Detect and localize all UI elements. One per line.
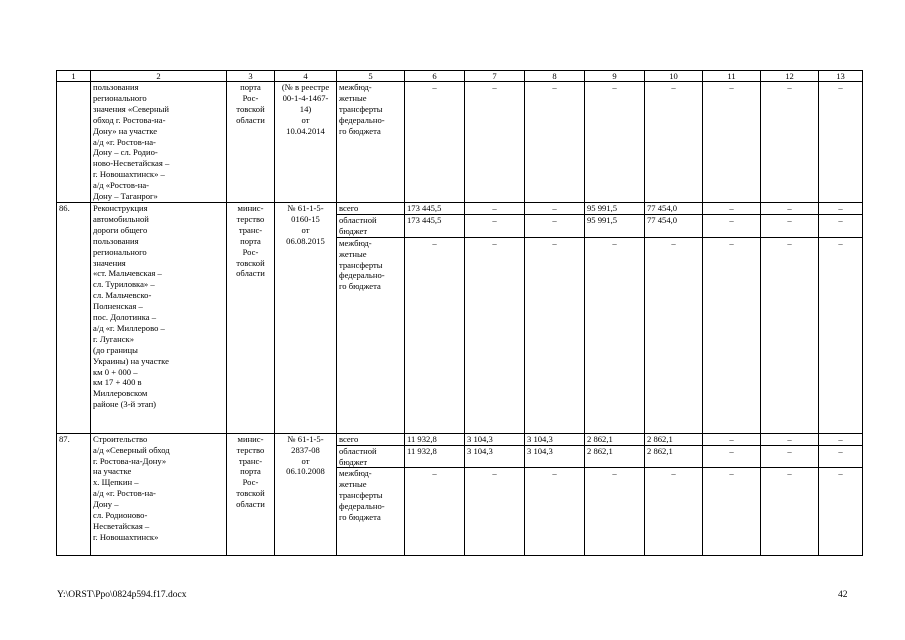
row-number-cell — [57, 82, 91, 203]
page-number: 42 — [838, 590, 848, 600]
value-cell: 77 454,0 — [645, 202, 703, 214]
ministry-cell: минис- терство транс- порта Рос- товской области — [227, 202, 275, 433]
col-header: 12 — [761, 71, 819, 82]
col-header: 1 — [57, 71, 91, 82]
object-name-cell: пользования регионального значения «Северный обход г. Ростова-на- Дону» на участке а/д «г. Ростов-на- Дону – сл. Родио- ново-Несветайская – г. Новошахтинск» – а/д «Ростов-на- Дону – Таганрог» — [91, 82, 227, 203]
investment-table — [56, 70, 863, 556]
value-cell: 77 454,0 — [645, 214, 703, 237]
col-header: 10 — [645, 71, 703, 82]
value-cell: – — [703, 237, 761, 433]
col-header: 6 — [405, 71, 465, 82]
registry-cell: (№ в реестре 00-1-4-1467- 14) от 10.04.2014 — [275, 82, 337, 203]
value-cell: – — [525, 82, 585, 203]
funding-source-cell: всего — [337, 433, 405, 445]
value-cell: – — [525, 202, 585, 214]
table-row-86-total — [57, 202, 863, 214]
value-cell: – — [405, 468, 465, 556]
value-cell: – — [645, 468, 703, 556]
column-number-header — [57, 71, 863, 82]
value-cell: – — [703, 468, 761, 556]
value-cell: – — [703, 202, 761, 214]
col-header: 11 — [703, 71, 761, 82]
value-cell: – — [703, 214, 761, 237]
value-cell: – — [465, 468, 525, 556]
registry-cell: № 61-1-5- 0160-15 от 06.08.2015 — [275, 202, 337, 433]
value-cell: 3 104,3 — [525, 445, 585, 468]
value-cell: – — [819, 445, 863, 468]
col-header: 2 — [91, 71, 227, 82]
funding-source-cell: межбюд- жетные трансферты федерально- го бюджета — [337, 82, 405, 203]
value-cell: – — [525, 237, 585, 433]
value-cell: – — [465, 237, 525, 433]
value-cell: 3 104,3 — [465, 445, 525, 468]
document-path: Y:\ORST\Ppo\0824p594.f17.docx — [57, 590, 187, 600]
col-header: 4 — [275, 71, 337, 82]
value-cell: – — [525, 214, 585, 237]
value-cell: – — [819, 433, 863, 445]
value-cell: – — [465, 82, 525, 203]
value-cell: – — [525, 468, 585, 556]
value-cell: 11 932,8 — [405, 433, 465, 445]
value-cell: 3 104,3 — [465, 433, 525, 445]
value-cell: – — [819, 237, 863, 433]
object-name-cell: Реконструкция автомобильной дороги общего пользования регионального значения «ст. Мальчевская – сл. Туриловка» – сл. Мальчевско- Полненская – пос. Долотинка – а/д «г. Миллерово – г. Луганск» (до границы Украины) на участке км 0 + 000 – км 17 + 400 в Миллеровском районе (3-й этап) — [91, 202, 227, 433]
ministry-cell: порта Рос- товской области — [227, 82, 275, 203]
value-cell: – — [585, 82, 645, 203]
value-cell: – — [585, 468, 645, 556]
col-header: 13 — [819, 71, 863, 82]
value-cell: – — [703, 82, 761, 203]
value-cell: – — [645, 82, 703, 203]
value-cell: – — [465, 214, 525, 237]
value-cell: – — [819, 82, 863, 203]
funding-source-cell: межбюд- жетные трансферты федерально- го бюджета — [337, 237, 405, 433]
object-name-cell: Строительство а/д «Северный обход г. Ростова-на-Дону» на участке х. Щепкин – а/д «г. Ростов-на- Дону – сл. Родионово- Несветайская – г. Новошахтинск» — [91, 433, 227, 556]
value-cell: – — [761, 433, 819, 445]
col-header: 3 — [227, 71, 275, 82]
col-header: 5 — [337, 71, 405, 82]
value-cell: – — [761, 82, 819, 203]
value-cell: – — [405, 237, 465, 433]
value-cell: 95 991,5 — [585, 214, 645, 237]
ministry-cell: минис- терство транс- порта Рос- товской области — [227, 433, 275, 556]
value-cell: – — [819, 214, 863, 237]
value-cell: 2 862,1 — [645, 433, 703, 445]
value-cell: 2 862,1 — [585, 445, 645, 468]
funding-source-cell: межбюд- жетные трансферты федерально- го бюджета — [337, 468, 405, 556]
col-header: 9 — [585, 71, 645, 82]
registry-cell: № 61-1-5- 2837-08 от 06.10.2008 — [275, 433, 337, 556]
value-cell: – — [585, 237, 645, 433]
table-row-87-total — [57, 433, 863, 445]
col-header: 8 — [525, 71, 585, 82]
row-number-cell: 86. — [57, 202, 91, 433]
value-cell: – — [703, 445, 761, 468]
row-number-cell: 87. — [57, 433, 91, 556]
value-cell: 2 862,1 — [645, 445, 703, 468]
value-cell: – — [761, 237, 819, 433]
value-cell: – — [819, 468, 863, 556]
value-cell: – — [819, 202, 863, 214]
funding-source-cell: всего — [337, 202, 405, 214]
table-row-continued — [57, 82, 863, 203]
funding-source-cell: областной бюджет — [337, 445, 405, 468]
value-cell: – — [761, 202, 819, 214]
value-cell: – — [645, 237, 703, 433]
value-cell: – — [761, 214, 819, 237]
value-cell: 173 445,5 — [405, 202, 465, 214]
value-cell: 2 862,1 — [585, 433, 645, 445]
value-cell: – — [405, 82, 465, 203]
col-header: 7 — [465, 71, 525, 82]
value-cell: – — [761, 468, 819, 556]
value-cell: 11 932,8 — [405, 445, 465, 468]
value-cell: – — [703, 433, 761, 445]
funding-source-cell: областной бюджет — [337, 214, 405, 237]
value-cell: – — [465, 202, 525, 214]
value-cell: – — [761, 445, 819, 468]
value-cell: 3 104,3 — [525, 433, 585, 445]
value-cell: 173 445,5 — [405, 214, 465, 237]
value-cell: 95 991,5 — [585, 202, 645, 214]
